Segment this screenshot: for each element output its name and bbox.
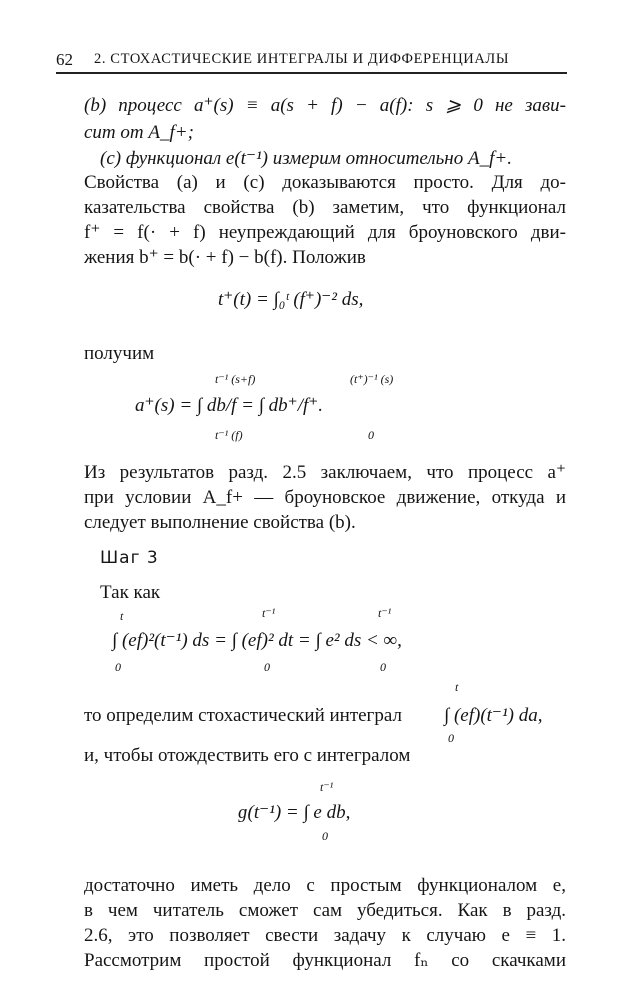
running-header xyxy=(56,50,566,72)
paragraph-1-line-3: f⁺ = f(· + f) неупреждающий для броуновского дви- xyxy=(84,222,566,243)
formula-4: ∫ (ef)(t⁻¹) da, xyxy=(444,705,543,726)
formula-4-lower-limit: 0 xyxy=(448,731,454,745)
item-c-line: (c) функционал e(t⁻¹) измерим относительно A_f+. xyxy=(100,148,512,169)
formula-2-lower-limit-2: 0 xyxy=(368,428,374,442)
formula-3-upper-limit-3: t⁻¹ xyxy=(378,606,392,620)
formula-3-upper-limit-2: t⁻¹ xyxy=(262,606,276,620)
since-line: Так как xyxy=(100,582,161,603)
running-title: 2. СТОХАСТИЧЕСКИЕ ИНТЕГРАЛЫ И ДИФФЕРЕНЦИАЛЫ xyxy=(94,51,510,67)
paragraph-2-line-1: Из результатов разд. 2.5 заключаем, что процесс a⁺ xyxy=(84,462,566,483)
formula-3-lower-limit-3: 0 xyxy=(380,660,386,674)
identify-line: и, чтобы отождествить его с интегралом xyxy=(84,745,411,766)
formula-4-upper-limit: t xyxy=(455,680,459,694)
paragraph-3-line-4: Рассмотрим простой функционал fₙ со скачками xyxy=(84,950,566,971)
formula-3-lower-limit-1: 0 xyxy=(115,660,121,674)
formula-2: a⁺(s) = ∫ db/f = ∫ db⁺/f⁺. xyxy=(135,395,324,416)
formula-3: ∫ (ef)²(t⁻¹) ds = ∫ (ef)² dt = ∫ e² ds < ∞, xyxy=(112,630,402,651)
paragraph-1-line-2: казательства свойства (b) заметим, что функционал xyxy=(84,197,566,218)
formula-2-upper-limit-1: t⁻¹ (s+f) xyxy=(215,372,256,386)
paragraph-3-line-2: в чем читатель сможет сам убедиться. Как в разд. xyxy=(84,900,566,921)
page-number: 62 xyxy=(56,50,73,69)
formula-5-lower-limit: 0 xyxy=(322,829,328,843)
paragraph-1-line-1: Свойства (a) и (c) доказываются просто. Для до- xyxy=(84,172,566,193)
step-heading: Шаг 3 xyxy=(100,548,159,568)
formula-5: ɡ(t⁻¹) = ∫ e db, xyxy=(238,802,351,823)
paragraph-3-line-3: 2.6, это позволяет свести задачу к случаю e ≡ 1. xyxy=(84,925,566,946)
item-b-line-2: сит от A_f+; xyxy=(84,122,194,143)
formula-1: t⁺(t) = ∫₀ᵗ (f⁺)⁻² ds, xyxy=(218,289,364,310)
obtain-line: получим xyxy=(84,343,155,364)
formula-5-upper-limit: t⁻¹ xyxy=(320,780,334,794)
paragraph-2-line-3: следует выполнение свойства (b). xyxy=(84,512,356,533)
paragraph-3-line-1: достаточно иметь дело с простым функционалом e, xyxy=(84,875,566,896)
formula-3-lower-limit-2: 0 xyxy=(264,660,270,674)
header-rule xyxy=(56,72,567,74)
formula-2-upper-limit-2: (t⁺)⁻¹ (s) xyxy=(350,372,394,386)
formula-2-lower-limit-1: t⁻¹ (f) xyxy=(215,428,243,442)
paragraph-1-line-4: жения b⁺ = b(· + f) − b(f). Положив xyxy=(84,247,366,268)
item-b-line-1: (b) процесс a⁺(s) ≡ a(s + f) − a(f): s ⩾ 0 не зави- xyxy=(84,95,566,116)
formula-3-upper-limit-1: t xyxy=(120,609,124,623)
paragraph-2-line-2: при условии A_f+ — броуновское движение, откуда и xyxy=(84,487,566,508)
definition-line: то определим стохастический интеграл xyxy=(84,705,402,726)
